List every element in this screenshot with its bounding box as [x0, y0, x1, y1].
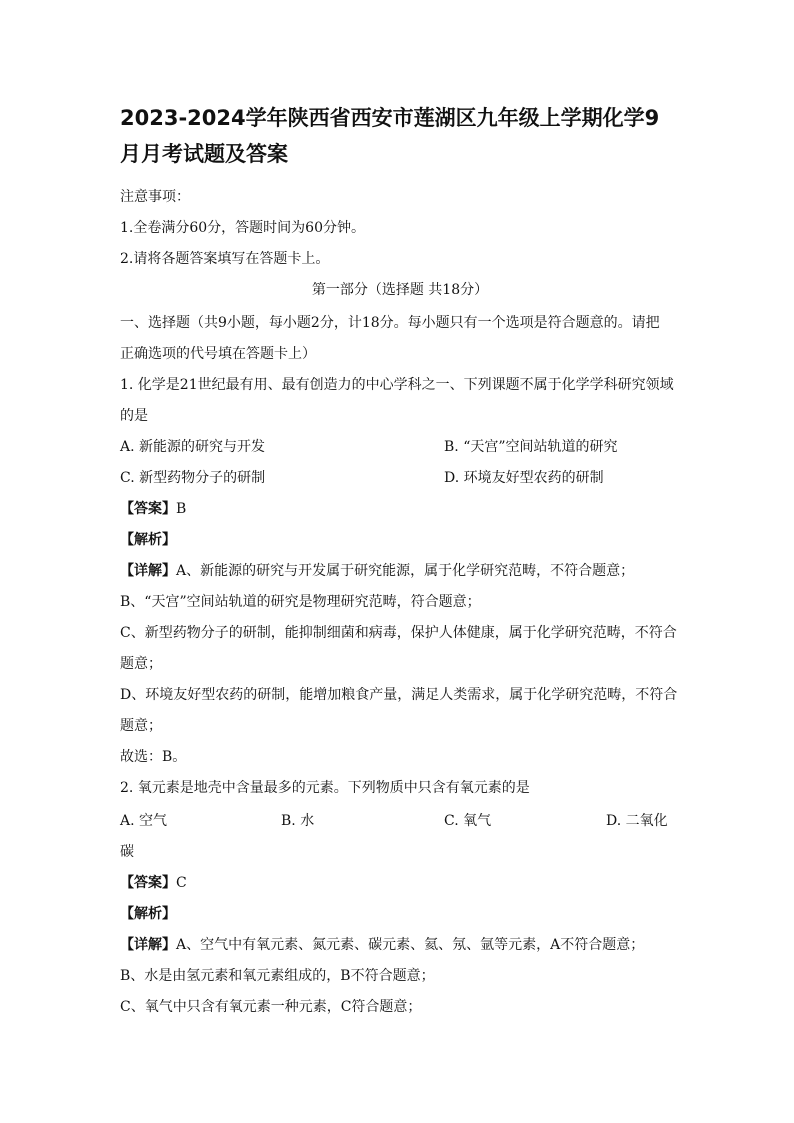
- q2-option-wrap: 碳: [120, 844, 134, 860]
- q2-detail-line-3: C、氧气中只含有氧元素一种元素，C符合题意；: [120, 999, 422, 1015]
- q1-option-b: B. “天宫”空间站轨道的研究: [444, 439, 618, 455]
- q2-option-d: D. 二氧化: [606, 813, 668, 829]
- q2-detail-line-2: B、水是由氢元素和氧元素组成的，B不符合题意；: [120, 968, 435, 984]
- q1-stem-line-2: 的是: [120, 408, 148, 424]
- q1-detail-line-3: C、新型药物分子的研制，能抑制细菌和病毒，保护人体健康，属于化学研究范畴，不符合: [120, 625, 677, 641]
- q1-stem-line-1: 1. 化学是21世纪最有用、最有创造力的中心学科之一、下列课题不属于化学学科研究领域: [120, 377, 674, 393]
- q1-option-a: A. 新能源的研究与开发: [120, 439, 266, 455]
- part1-instructions-line-2: 正确选项的代号填在答题卡上）: [120, 346, 316, 362]
- q1-detail-line-4: 题意；: [120, 656, 162, 672]
- detail-label: 【详解】: [120, 937, 176, 953]
- answer-label: 【答案】: [120, 875, 176, 891]
- part1-instructions-line-1: 一、选择题（共9小题，每小题2分，计18分。每小题只有一个选项是符合题意的。请把: [120, 315, 660, 331]
- q2-option-b: B. 水: [281, 813, 315, 829]
- q1-analysis-label: 【解析】: [120, 532, 176, 548]
- q2-answer: [120, 873, 187, 893]
- detail-text: A、空气中有氧元素、氮元素、碳元素、氦、氖、氩等元素，A不符合题意；: [176, 937, 645, 953]
- answer-label: 【答案】: [120, 501, 176, 517]
- page-title: 2023-2024学年陕西省西安市莲湖区九年级上学期化学9月月考试题及答案: [120, 106, 660, 166]
- q1-detail-line-7: 故选：B。: [120, 749, 187, 765]
- q2-detail-line-1: [120, 935, 644, 955]
- q1-detail-line-6: 题意；: [120, 718, 162, 734]
- q1-option-d: D. 环境友好型农药的研制: [444, 470, 604, 486]
- q1-detail-line-1: [120, 561, 634, 581]
- detail-text: A、新能源的研究与开发属于研究能源，属于化学研究范畴，不符合题意；: [176, 563, 635, 579]
- q1-detail-line-2: B、“天宫”空间站轨道的研究是物理研究范畴，符合题意；: [120, 594, 481, 610]
- note-item-2: 2.请将各题答案填写在答题卡上。: [120, 251, 330, 267]
- q1-option-c: C. 新型药物分子的研制: [120, 470, 266, 486]
- part1-heading: 第一部分（选择题 共18分）: [311, 282, 489, 298]
- q2-option-a: A. 空气: [120, 813, 168, 829]
- note-item-1: 1.全卷满分60分，答题时间为60分钟。: [120, 220, 365, 236]
- q2-stem: 2. 氧元素是地壳中含量最多的元素。下列物质中只含有氧元素的是: [120, 780, 530, 796]
- detail-label: 【详解】: [120, 563, 176, 579]
- q1-detail-line-5: D、环境友好型农药的研制，能增加粮食产量，满足人类需求，属于化学研究范畴，不符合: [120, 687, 678, 703]
- q2-analysis-label: 【解析】: [120, 906, 176, 922]
- q2-option-c: C. 氧气: [444, 813, 492, 829]
- q1-answer: [120, 499, 186, 519]
- answer-value: B: [176, 501, 187, 517]
- answer-value: C: [176, 875, 187, 891]
- notes-heading: 注意事项：: [120, 189, 190, 205]
